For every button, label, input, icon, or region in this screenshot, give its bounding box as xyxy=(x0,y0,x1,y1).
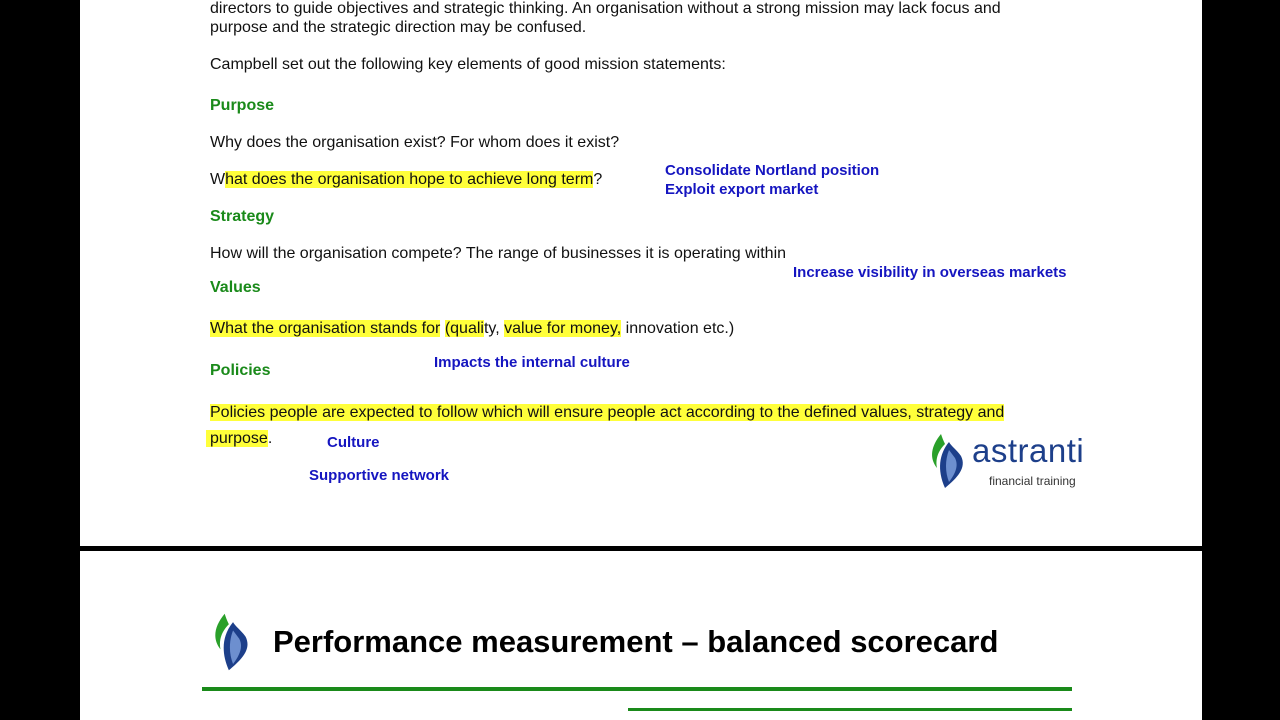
annotation-exploit: Exploit export market xyxy=(665,181,819,198)
values-highlight-3: value for money, xyxy=(504,320,622,337)
intro-line-2: purpose and the strategic direction may be confused. xyxy=(210,19,587,36)
title-rule xyxy=(202,687,1072,691)
logo-tagline: financial training xyxy=(989,474,1076,488)
logo-name: astranti xyxy=(972,432,1085,469)
partial-rule xyxy=(628,708,1072,711)
annotation-consolidate: Consolidate Nortland position xyxy=(665,162,880,179)
heading-strategy: Strategy xyxy=(210,208,275,225)
annotation-culture: Culture xyxy=(327,434,380,451)
policies-line-1 xyxy=(210,403,1004,422)
astranti-flame-icon xyxy=(927,432,969,490)
astranti-logo xyxy=(927,432,1097,492)
purpose-line-1: Why does the organisation exist? For whom does it exist? xyxy=(210,134,620,151)
policies-line-2 xyxy=(206,429,272,448)
purpose-highlight: hat does the organisation hope to achieve long term xyxy=(225,171,594,188)
annotation-network: Supportive network xyxy=(309,467,450,484)
policies-highlight-2: purpose xyxy=(206,430,268,447)
values-end: innovation etc.) xyxy=(621,320,735,337)
policies-line-2-end: . xyxy=(267,430,273,447)
values-highlight-2: (quali xyxy=(444,320,484,337)
astranti-flame-icon xyxy=(210,611,254,673)
annotation-visibility: Increase visibility in overseas markets xyxy=(793,264,1067,281)
heading-purpose: Purpose xyxy=(210,97,275,114)
strategy-line-1: How will the organisation compete? The range of businesses it is operating within xyxy=(210,245,787,262)
purpose-line-2 xyxy=(210,170,602,189)
values-mid: ty, xyxy=(483,320,505,337)
policies-highlight-1: Policies people are expected to follow which will ensure people act according to the defined values, strategy and xyxy=(210,404,1005,421)
document-page-1 xyxy=(80,0,1202,546)
annotation-culture-impact: Impacts the internal culture xyxy=(434,354,630,371)
purpose-line-2-end: ? xyxy=(593,171,603,188)
campbell-line: Campbell set out the following key elements of good mission statements: xyxy=(210,56,726,73)
purpose-line-2-start: W xyxy=(210,171,226,188)
intro-line-1: directors to guide objectives and strategic thinking. An organisation without a strong mission may lack focus and xyxy=(210,0,1001,17)
document-page-2 xyxy=(80,551,1202,720)
heading-values: Values xyxy=(210,279,261,296)
values-line-1 xyxy=(210,319,734,338)
slide-title: Performance measurement – balanced scorecard xyxy=(273,624,999,659)
values-highlight-1: What the organisation stands for xyxy=(210,320,441,337)
heading-policies: Policies xyxy=(210,362,271,379)
